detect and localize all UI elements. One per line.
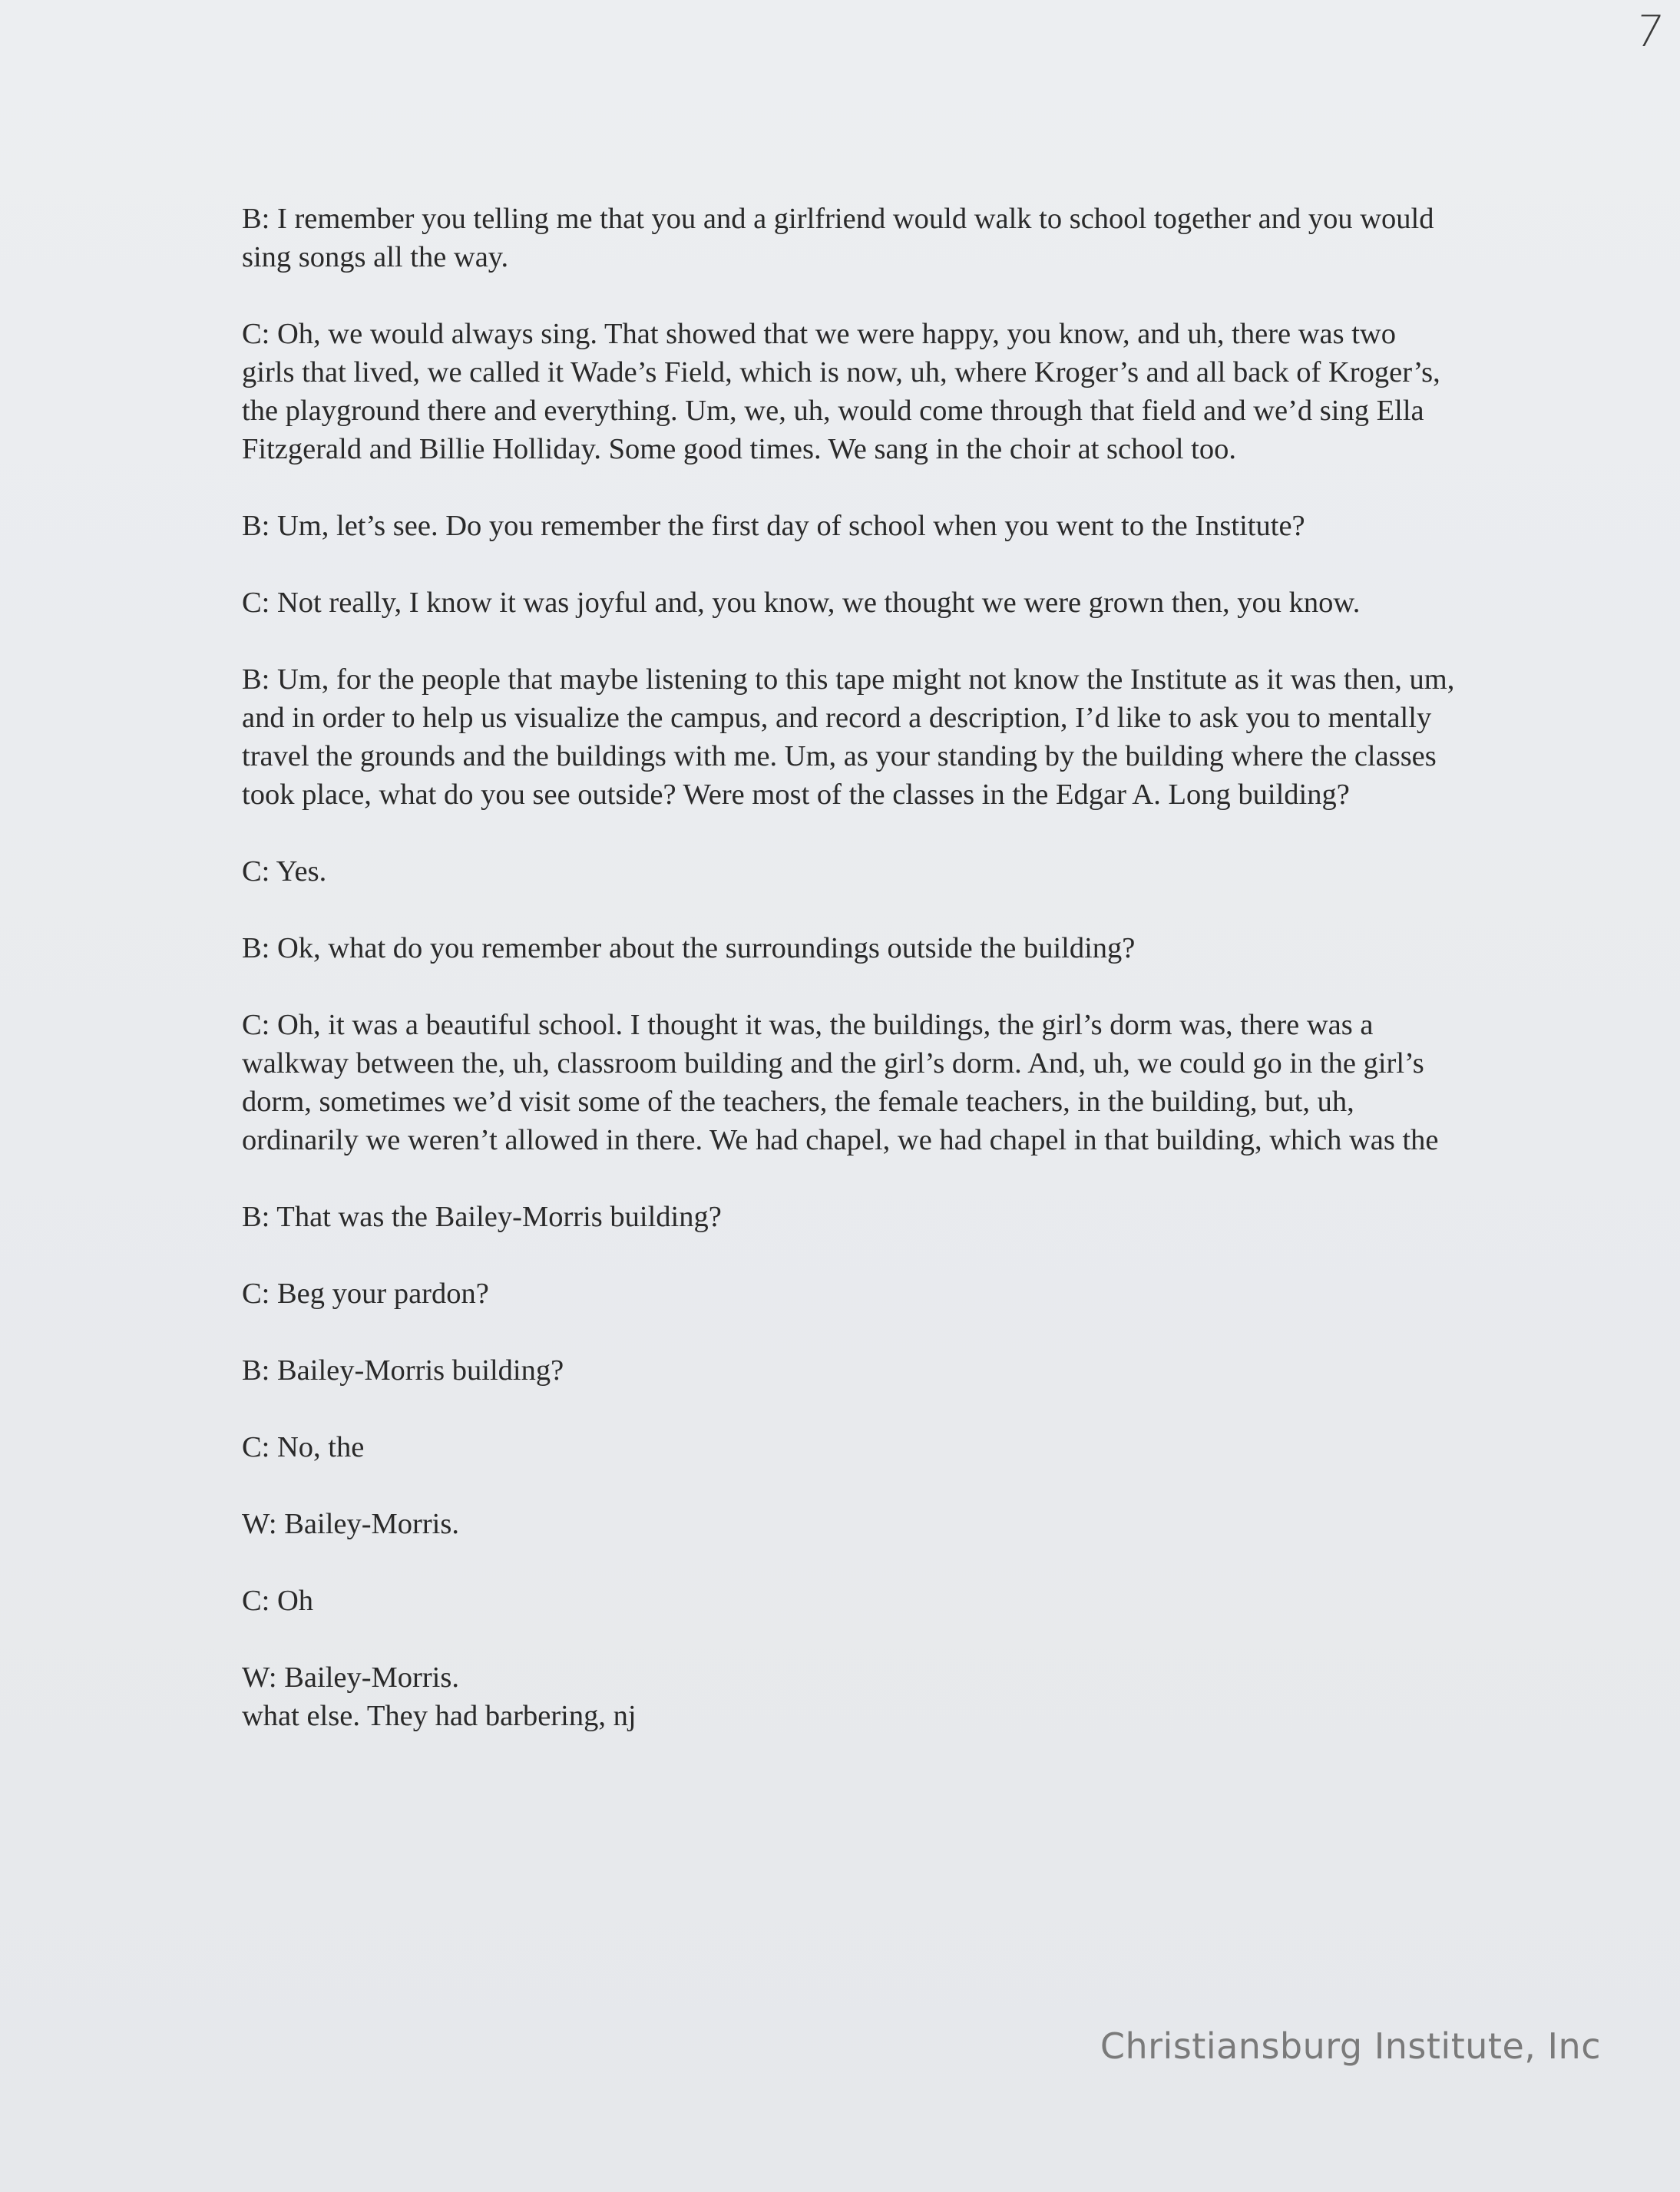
transcript-paragraph: W: Bailey-Morris. — [242, 1508, 459, 1540]
transcript-paragraph: C: Yes. — [242, 855, 327, 888]
transcript-paragraph: B: Um, let’s see. Do you remember the first day of school when you went to the Institute? — [242, 510, 1305, 542]
transcript-paragraph: B: That was the Bailey-Morris building? — [242, 1201, 722, 1233]
transcript-paragraph: C: Oh, we would always sing. That showed that we were happy, you know, and uh, there was two girls that lived, we called it Wade’s Field, which is now, uh, where Kroger’s and all back of Kroger’s, the playground there and everything. Um, we, uh, would come through that field and we’d sing Ella Fitzgerald and Billie Holliday. Some good times. We sang in the choir at school too. — [242, 318, 1440, 465]
transcript-paragraph: C: Beg your pardon? — [242, 1278, 489, 1310]
transcript-paragraph: C: Not really, I know it was joyful and, you know, we thought we were grown then, you know. — [242, 587, 1361, 619]
transcript-paragraph: C: No, the — [242, 1431, 365, 1463]
transcript-body — [242, 200, 1455, 1735]
transcript-paragraph: W: Bailey-Morris. — [242, 1661, 459, 1694]
transcript-paragraph: C: Oh, it was a beautiful school. I thought it was, the buildings, the girl’s dorm was, there was a walkway between the, uh, classroom building and the girl’s dorm. And, uh, we could go in the girl’s dorm, sometimes we’d visit some of the teachers, the female teachers, in the building, but, uh, ordinarily we weren’t allowed in there. We had chapel, we had chapel in that building, which was the — [242, 1009, 1439, 1156]
transcript-paragraph: B: Um, for the people that maybe listening to this tape might not know the Institute as it was then, um, and in order to help us visualize the campus, and record a description, I’d like to ask you to mentally travel the grounds and the buildings with me. Um, as your standing by the building where the classes took place, what do you see outside? Were most of the classes in the Edgar A. Long building? — [242, 663, 1455, 811]
transcript-paragraph: B: Ok, what do you remember about the surroundings outside the building? — [242, 932, 1136, 964]
transcript-paragraph: B: Bailey-Morris building? — [242, 1354, 564, 1387]
transcript-paragraph: what else. They had barbering, nj — [242, 1700, 637, 1732]
transcript-paragraph: B: I remember you telling me that you and a girlfriend would walk to school together and you would sing songs all the way. — [242, 203, 1434, 273]
transcript-paragraph: C: Oh — [242, 1585, 314, 1617]
page-number: 7 — [1632, 7, 1667, 57]
watermark: Christiansburg Institute, Inc — [1100, 2025, 1601, 2067]
